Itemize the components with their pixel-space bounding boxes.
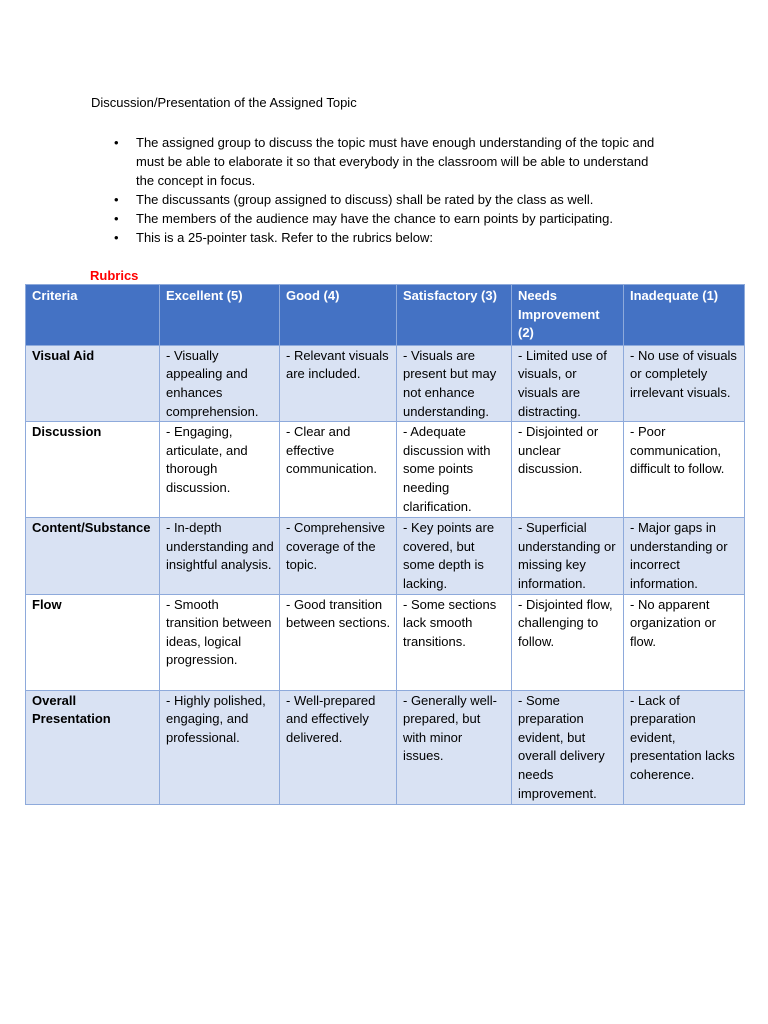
table-cell: - Comprehensive coverage of the topic. (280, 518, 397, 594)
table-cell: - Good transition between sections. (280, 594, 397, 690)
table-cell: - Visuals are present but may not enhance understanding. (397, 345, 512, 421)
document-title: Discussion/Presentation of the Assigned Topic (91, 95, 357, 110)
table-cell: - Key points are covered, but some depth is lacking. (397, 518, 512, 594)
table-cell: - Highly polished, engaging, and professional. (160, 690, 280, 804)
table-cell: - No use of visuals or completely irrelevant visuals. (624, 345, 745, 421)
table-cell: - Superficial understanding or missing key information. (512, 518, 624, 594)
table-row (26, 345, 745, 421)
table-cell: - Clear and effective communication. (280, 422, 397, 518)
instructions-list (90, 133, 670, 247)
table-cell: - Limited use of visuals, or visuals are distracting. (512, 345, 624, 421)
table-cell: - Adequate discussion with some points needing clarification. (397, 422, 512, 518)
criteria-cell: Flow (26, 594, 160, 690)
criteria-cell: Content/Substance (26, 518, 160, 594)
table-cell: - Disjointed or unclear discussion. (512, 422, 624, 518)
table-cell: - Poor communication, difficult to follow. (624, 422, 745, 518)
table-cell: - Major gaps in understanding or incorrect information. (624, 518, 745, 594)
table-cell: - Smooth transition between ideas, logical progression. (160, 594, 280, 690)
instruction-item: • The members of the audience may have the chance to earn points by participating. (90, 209, 670, 228)
instruction-item: • The discussants (group assigned to discuss) shall be rated by the class as well. (90, 190, 670, 209)
table-cell: - Engaging, articulate, and thorough discussion. (160, 422, 280, 518)
table-cell: - Lack of preparation evident, presentation lacks coherence. (624, 690, 745, 804)
criteria-cell: Discussion (26, 422, 160, 518)
table-cell: - Visually appealing and enhances comprehension. (160, 345, 280, 421)
header-satisfactory: Satisfactory (3) (397, 285, 512, 346)
instruction-item: • The assigned group to discuss the topic must have enough understanding of the topic and must be able to elaborate it so that everybody in the classroom will be able to understand the concept in focus. (90, 133, 670, 190)
header-inadequate: Inadequate (1) (624, 285, 745, 346)
table-cell: - Some sections lack smooth transitions. (397, 594, 512, 690)
table-cell: - No apparent organization or flow. (624, 594, 745, 690)
table-row (26, 518, 745, 594)
table-cell: - Disjointed flow, challenging to follow. (512, 594, 624, 690)
header-needs-improvement: Needs Improvement (2) (512, 285, 624, 346)
instruction-item: • This is a 25-pointer task. Refer to the rubrics below: (90, 228, 670, 247)
criteria-cell: Visual Aid (26, 345, 160, 421)
table-row (26, 422, 745, 518)
table-cell: - In-depth understanding and insightful analysis. (160, 518, 280, 594)
table-row (26, 690, 745, 804)
table-cell: - Relevant visuals are included. (280, 345, 397, 421)
header-good: Good (4) (280, 285, 397, 346)
rubric-table (25, 284, 745, 805)
header-excellent: Excellent (5) (160, 285, 280, 346)
table-cell: - Some preparation evident, but overall delivery needs improvement. (512, 690, 624, 804)
table-header-row (26, 285, 745, 346)
criteria-cell: Overall Presentation (26, 690, 160, 804)
rubrics-heading: Rubrics (90, 268, 139, 283)
table-cell: - Generally well-prepared, but with minor issues. (397, 690, 512, 804)
table-row (26, 594, 745, 690)
header-criteria: Criteria (26, 285, 160, 346)
table-cell: - Well-prepared and effectively delivered. (280, 690, 397, 804)
